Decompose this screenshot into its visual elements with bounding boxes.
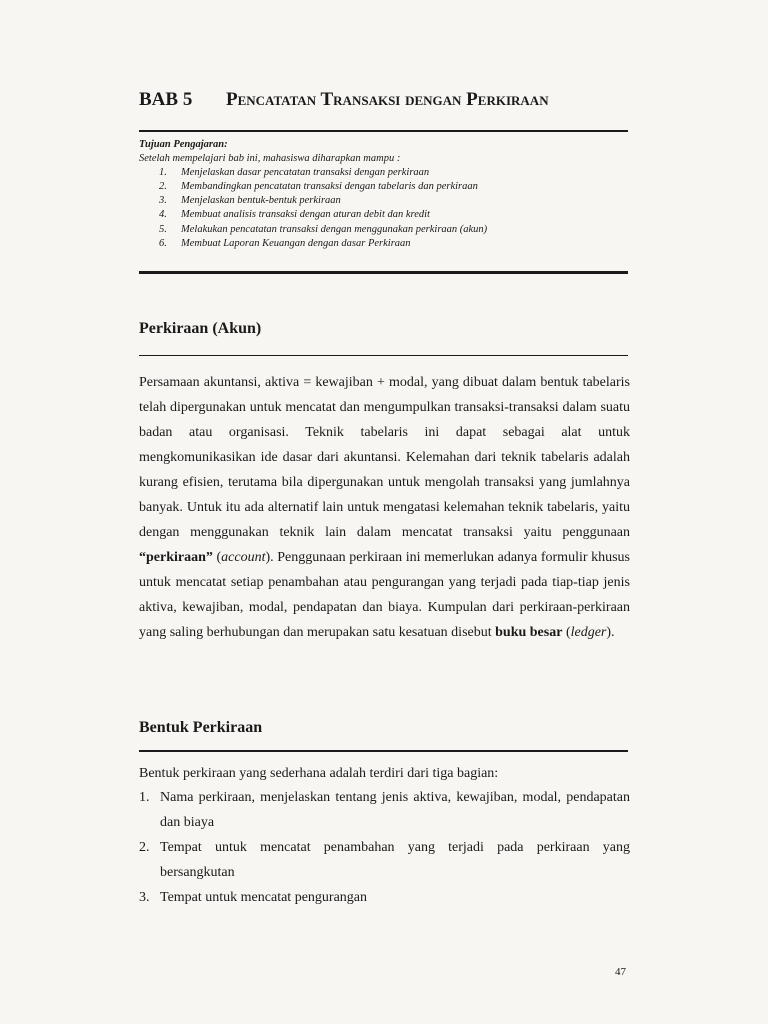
objective-item [139, 180, 628, 194]
item-number: 5. [159, 223, 167, 235]
objective-item [139, 208, 628, 222]
item-text: Membandingkan pencatatan transaksi dengan tabelaris dan perkiraan [181, 181, 478, 193]
section2-intro: Bentuk perkiraan yang sederhana adalah terdiri dari tiga bagian: [139, 766, 499, 781]
page-number: 47 [615, 966, 626, 978]
item-number: 2. [139, 840, 150, 855]
section-heading-perkiraan: Perkiraan (Akun) [139, 320, 262, 337]
item-text: Melakukan pencatatan transaksi dengan menggunakan perkiraan (akun) [181, 223, 488, 235]
objective-item [139, 237, 628, 251]
paragraph-text: ). [606, 625, 615, 641]
item-text: Tempat untuk mencatat pengurangan [160, 890, 367, 905]
body-paragraph [139, 370, 630, 646]
item-number: 6. [159, 237, 167, 249]
objectives-intro: Setelah mempelajari bab ini, mahasiswa diharapkan mampu : [139, 153, 401, 165]
term-perkiraan: “perkiraan” [139, 550, 213, 566]
chapter-heading [139, 88, 629, 112]
list-item [139, 785, 630, 835]
list-item [139, 835, 630, 885]
term-ledger: ledger [570, 625, 607, 641]
item-text: Tempat untuk mencatat penambahan yang terjadi pada perkiraan yang bersangkutan [160, 840, 630, 880]
learning-objectives [139, 138, 628, 251]
item-text: Menjelaskan bentuk-bentuk perkiraan [181, 195, 341, 207]
divider-section1 [139, 355, 628, 356]
objective-item [139, 166, 628, 180]
divider-section2 [139, 750, 628, 752]
item-text: Nama perkiraan, menjelaskan tentang jenis aktiva, kewajiban, modal, pendapatan dan biaya [160, 790, 630, 830]
term-account: account [221, 550, 266, 566]
list-item [139, 885, 630, 910]
item-number: 3. [139, 890, 150, 905]
paragraph-text: ( [562, 625, 571, 641]
item-number: 1. [159, 167, 167, 179]
divider-objectives-end [139, 271, 628, 274]
objective-item [139, 194, 628, 208]
objective-item [139, 223, 628, 237]
item-number: 2. [159, 181, 167, 193]
item-number: 1. [139, 790, 150, 805]
objectives-heading: Tujuan Pengajaran: [139, 139, 228, 150]
chapter-title: Pencatatan Transaksi dengan Perkiraan [226, 89, 549, 110]
section-heading-bentuk: Bentuk Perkiraan [139, 719, 263, 736]
term-buku-besar: buku besar [495, 625, 563, 641]
bentuk-list [139, 785, 630, 910]
item-text: Menjelaskan dasar pencatatan transaksi dengan perkiraan [181, 167, 430, 179]
item-text: Membuat Laporan Keuangan dengan dasar Perkiraan [181, 237, 411, 249]
item-text: Membuat analisis transaksi dengan aturan debit dan kredit [181, 209, 430, 221]
objectives-list [139, 166, 628, 251]
paragraph-text: ). Penggunaan perkiraan ini memerlukan adanya formulir khusus untuk mencatat setiap penambahan atau pengurangan yang terjadi pada tiap-tiap jenis aktiva, kewajiban, modal, pendapatan dan biaya. Kumpulan dari perkiraan-perkiraan yang saling berhubungan dan merupakan satu kesatuan disebut [139, 550, 631, 641]
chapter-number: BAB 5 [139, 89, 193, 110]
paragraph-text: Persamaan akuntansi, aktiva = kewajiban + modal, yang dibuat dalam bentuk tabelaris telah dipergunakan untuk mencatat dan mengumpulkan transaksi-transaksi dalam suatu badan atau organisasi. Teknik tabelaris ini dapat sebagai alat untuk mengkomunikasikan ide dasar dari akuntansi. Kelemahan dari teknik tabelaris adalah kurang efisien, terutama bila dipergunakan untuk mengolah transaksi yang jumlahnya banyak. Untuk itu ada alternatif lain untuk mengatasi kelemahan teknik tabelaris, yaitu dengan menggunakan teknik lain dalam mencatat transaksi yaitu penggunaan [139, 375, 630, 541]
item-number: 4. [159, 209, 167, 221]
item-number: 3. [159, 195, 167, 207]
paragraph-text: ( [212, 550, 222, 566]
divider-top [139, 130, 628, 132]
